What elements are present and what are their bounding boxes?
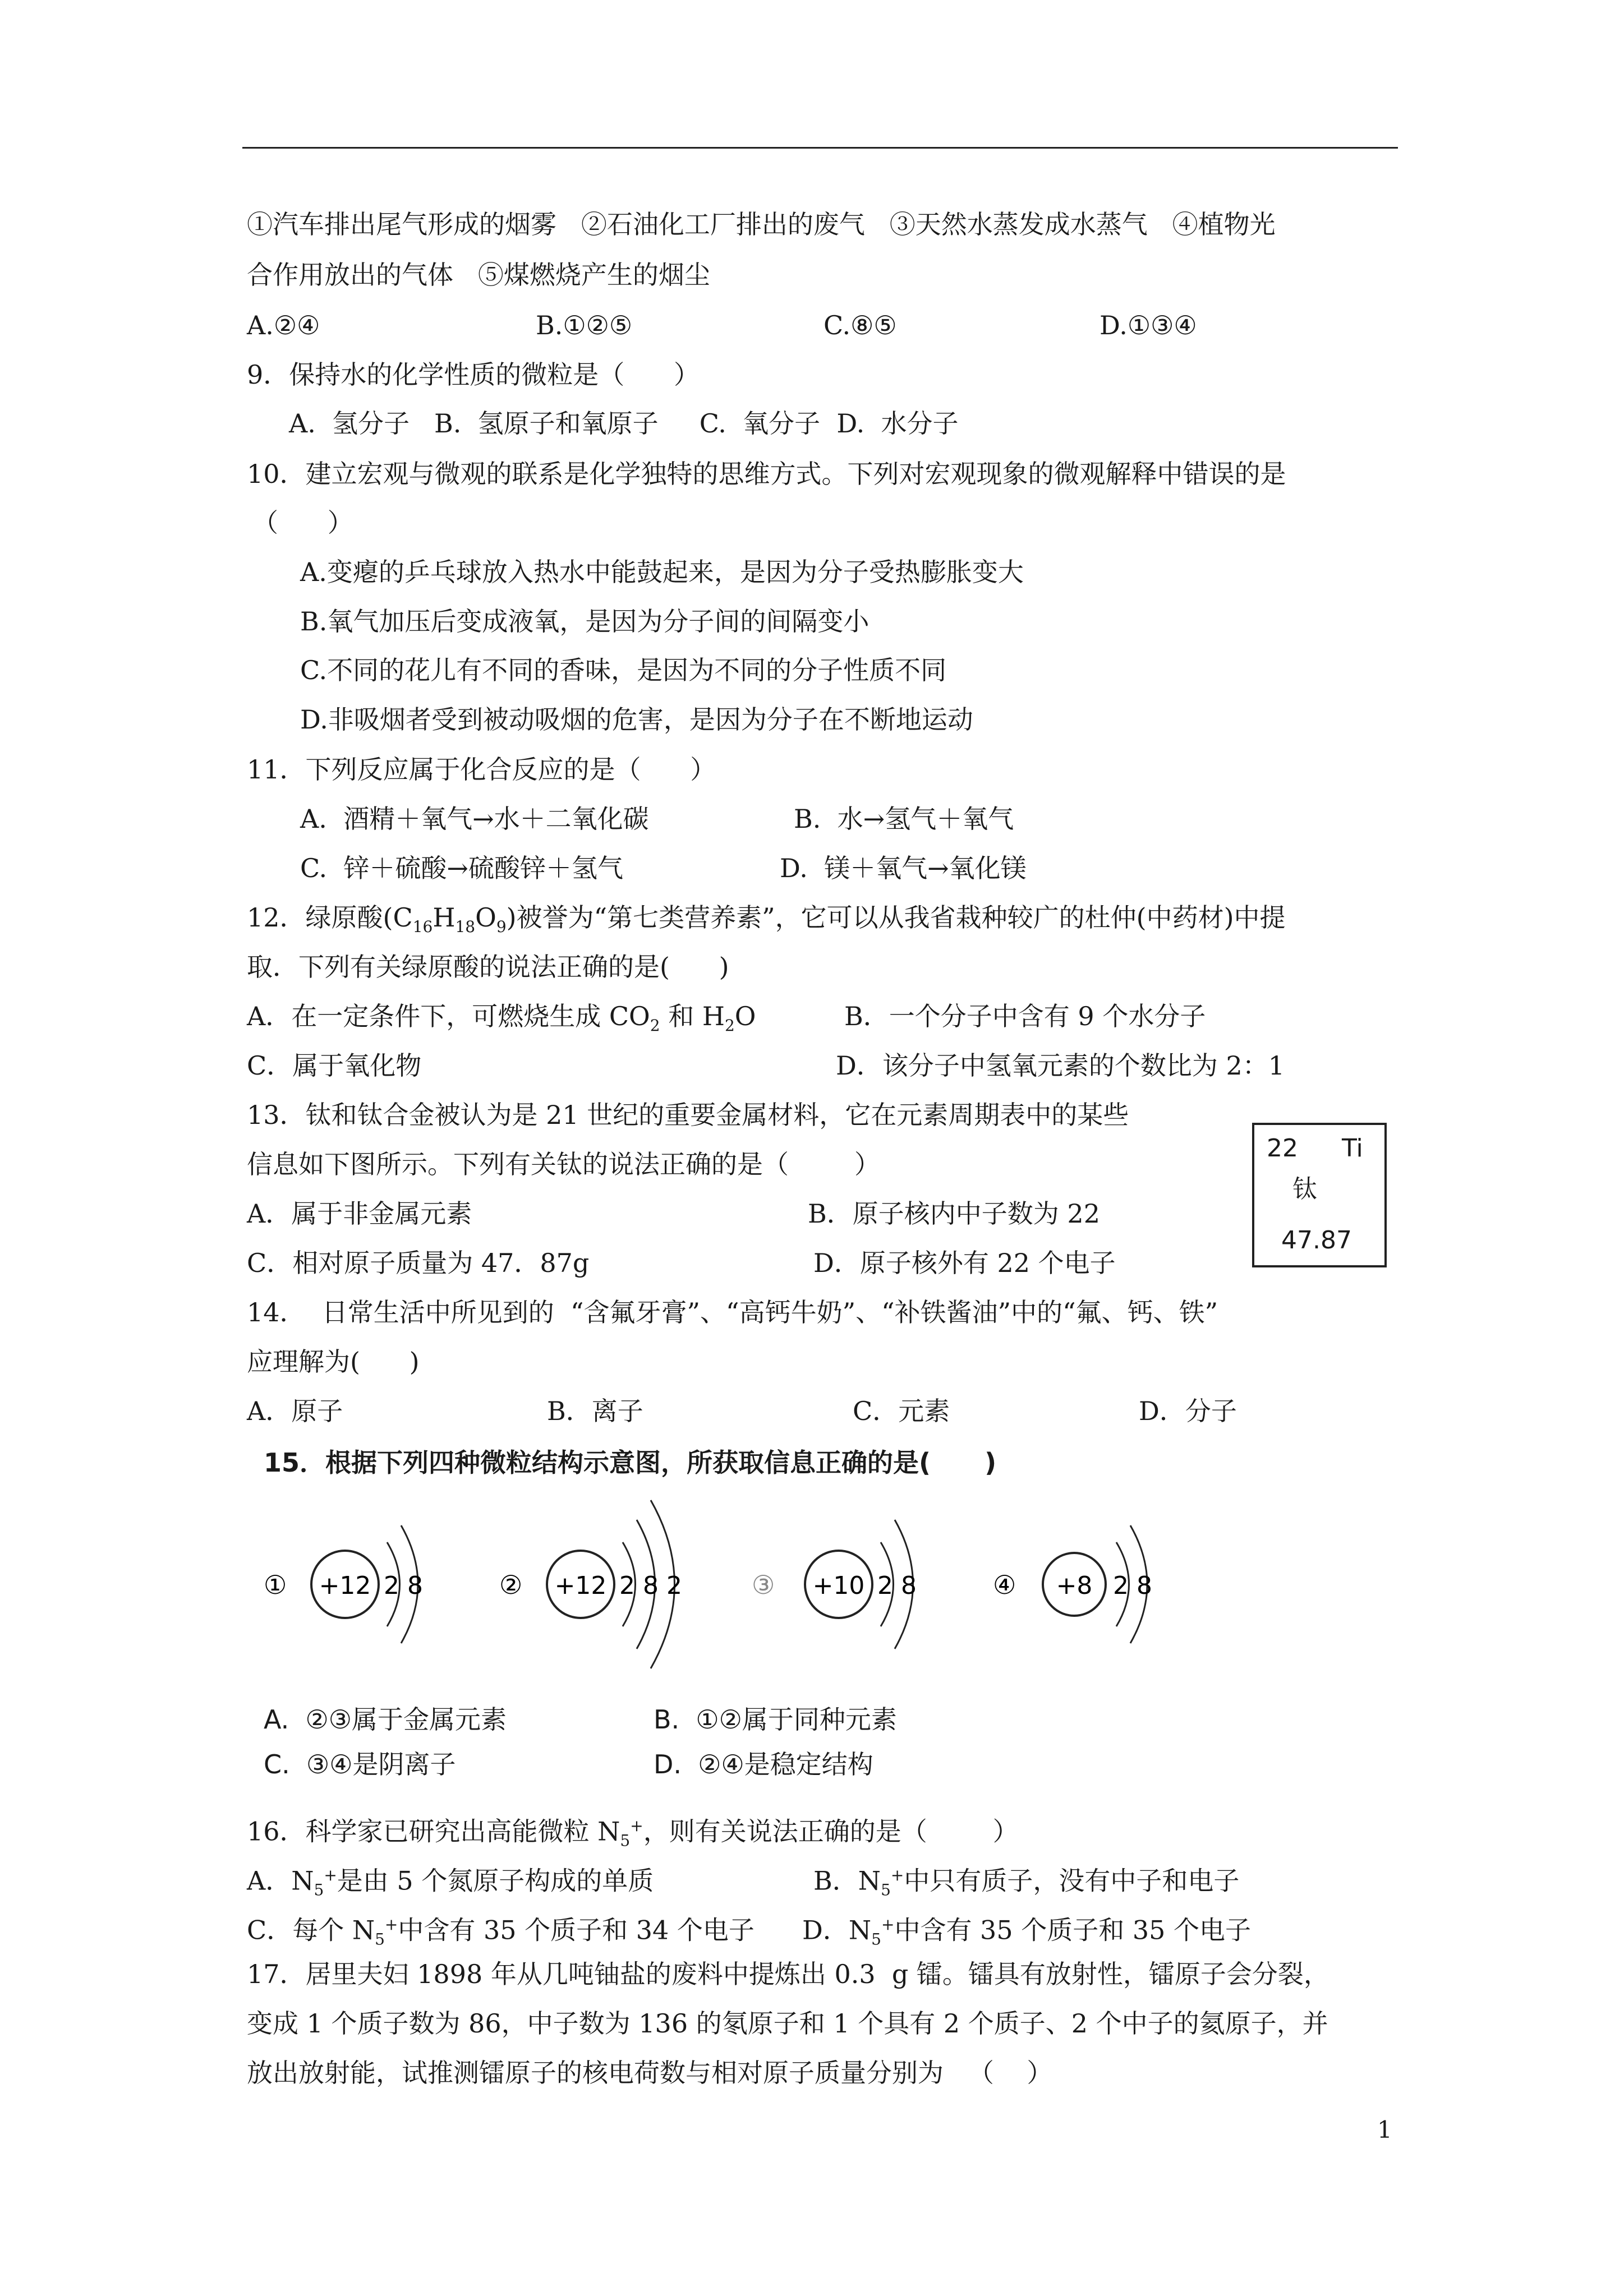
option: C. ③④是阴离子 xyxy=(264,1749,456,1779)
periodic-table-cell xyxy=(1252,1123,1387,1267)
electron-shells: 2 8 xyxy=(1113,1571,1152,1600)
option: B.①②⑤ xyxy=(536,310,633,340)
atom-label: ① xyxy=(264,1570,287,1600)
option: D．原子核外有 22 个电子 xyxy=(813,1248,1116,1278)
electron-shells: 2 8 xyxy=(384,1571,423,1600)
atom-3 xyxy=(752,1520,917,1649)
option: C.不同的花儿有不同的香味，是因为不同的分子性质不同 xyxy=(300,655,947,685)
option: B．$N_5^+$中只有质子，没有中子和电子 xyxy=(813,1865,1240,1899)
text-line: （ ） xyxy=(252,508,353,538)
atom-label: ② xyxy=(499,1570,523,1600)
atom-2 xyxy=(499,1500,682,1668)
option: D. 镁＋氧气→氧化镁 xyxy=(780,853,1027,883)
option: B．原子核内中子数为 22 xyxy=(808,1198,1100,1229)
nucleus-charge: +10 xyxy=(812,1571,865,1600)
option: D.非吸烟者受到被动吸烟的危害，是因为分子在不断地运动 xyxy=(300,704,973,735)
element-symbol: Ti xyxy=(1342,1134,1363,1163)
atomic-number: 22 xyxy=(1267,1134,1298,1163)
header-rule xyxy=(242,147,1398,149)
atom-label: ③ xyxy=(752,1570,775,1600)
text-line: 信息如下图所示。下列有关钛的说法正确的是（ ） xyxy=(247,1149,880,1179)
atom-1 xyxy=(264,1525,423,1643)
option: C. 锌＋硫酸→硫酸锌＋氢气 xyxy=(300,853,623,883)
option: B．一个分子中含有 9 个水分子 xyxy=(844,1001,1206,1031)
page-number: 1 xyxy=(1377,2116,1392,2143)
option: C．元素 xyxy=(853,1396,950,1426)
question-11: 11．下列反应属于化合反应的是（ ） xyxy=(247,754,716,785)
option: B．离子 xyxy=(547,1396,643,1426)
option: A.②④ xyxy=(247,310,320,340)
question-13: 13．钛和钛合金被认为是 21 世纪的重要金属材料，它在元素周期表中的某些 xyxy=(247,1100,1129,1130)
atom-4 xyxy=(993,1525,1152,1643)
question-10: 10．建立宏观与微观的联系是化学独特的思维方式。下列对宏观现象的微观解释中错误的是 xyxy=(247,459,1286,489)
option: D．$N_5^+$中含有 35 个质子和 35 个电子 xyxy=(802,1915,1251,1949)
nucleus-charge: +8 xyxy=(1056,1571,1093,1600)
option: B. 水→氢气＋氧气 xyxy=(794,804,1014,834)
atom-diagrams xyxy=(252,1492,1206,1671)
option: A．$N_5^+$是由 5 个氮原子构成的单质 xyxy=(247,1865,654,1899)
option: D．该分子中氢氧元素的个数比为 2：1 xyxy=(836,1050,1285,1081)
option: D. ②④是稳定结构 xyxy=(654,1749,873,1779)
question-16: 16．科学家已研究出高能微粒 $N_5^+$，则有关说法正确的是（ ） xyxy=(247,1816,1019,1850)
options: A. 氢分子 B. 氢原子和氧原子 C. 氧分子 D. 水分子 xyxy=(289,408,959,439)
option: A．在一定条件下，可燃烧生成 $CO_2$ 和 $H_2O$ xyxy=(247,1001,756,1035)
text-line: ①汽车排出尾气形成的烟雾 ②石油化工厂排出的废气 ③天然水蒸发成水蒸气 ④植物光 xyxy=(247,209,1276,239)
option: A．原子 xyxy=(247,1396,343,1426)
text-line: 取．下列有关绿原酸的说法正确的是( ) xyxy=(247,952,729,982)
option: D.①③④ xyxy=(1099,310,1197,340)
atom-label: ④ xyxy=(993,1570,1016,1600)
text-line: 变成 1 个质子数为 86，中子数为 136 的氡原子和 1 个具有 2 个质子、2 个中子的氦原子，并 xyxy=(247,2008,1328,2039)
question-14: 14． 日常生活中所见到的 “含氟牙膏”、“高钙牛奶”、“补铁酱油”中的“氟、钙、铁” xyxy=(247,1297,1218,1327)
atomic-mass: 47.87 xyxy=(1281,1226,1352,1255)
option: A. ②③属于金属元素 xyxy=(264,1704,507,1735)
electron-shells: 2 8 2 xyxy=(619,1571,682,1600)
nucleus-charge: +12 xyxy=(554,1571,607,1600)
option: D．分子 xyxy=(1139,1396,1237,1426)
electron-shells: 2 8 xyxy=(877,1571,917,1600)
option: C．每个 $N_5^+$中含有 35 个质子和 34 个电子 xyxy=(247,1915,755,1949)
option: A.变瘪的乒乓球放入热水中能鼓起来，是因为分子受热膨胀变大 xyxy=(300,557,1024,587)
text-line: 应理解为( ) xyxy=(247,1347,420,1377)
element-name: 钛 xyxy=(1292,1175,1317,1204)
question-15: 15．根据下列四种微粒结构示意图，所获取信息正确的是( ) xyxy=(264,1447,997,1478)
text-line: 合作用放出的气体 ⑤煤燃烧产生的烟尘 xyxy=(247,260,710,290)
text-line: 放出放射能，试推测镭原子的核电荷数与相对原子质量分别为 （ ） xyxy=(247,2058,1053,2088)
option: B. ①②属于同种元素 xyxy=(654,1704,897,1735)
question-12: 12．绿原酸$(C_{16}H_{18}O_9)$被誉为“第七类营养素”，它可以从我省栽种较广的杜仲(中药材)中提 xyxy=(247,902,1286,937)
question-9: 9．保持水的化学性质的微粒是（ ） xyxy=(247,359,700,390)
option: C．属于氧化物 xyxy=(247,1050,422,1081)
option: C．相对原子质量为 47．87g xyxy=(247,1248,590,1278)
nucleus-charge: +12 xyxy=(319,1571,371,1600)
option: C.⑧⑤ xyxy=(823,310,897,340)
question-17: 17．居里夫妇 1898 年从几吨铀盐的废料中提炼出 0.3 g 镭。镭具有放射性，镭原子会分裂， xyxy=(247,1959,1329,1989)
option: A．属于非金属元素 xyxy=(247,1198,472,1229)
option: A. 酒精＋氧气→水＋二氧化碳 xyxy=(300,804,649,834)
option: B.氧气加压后变成液氧，是因为分子间的间隔变小 xyxy=(300,606,869,637)
